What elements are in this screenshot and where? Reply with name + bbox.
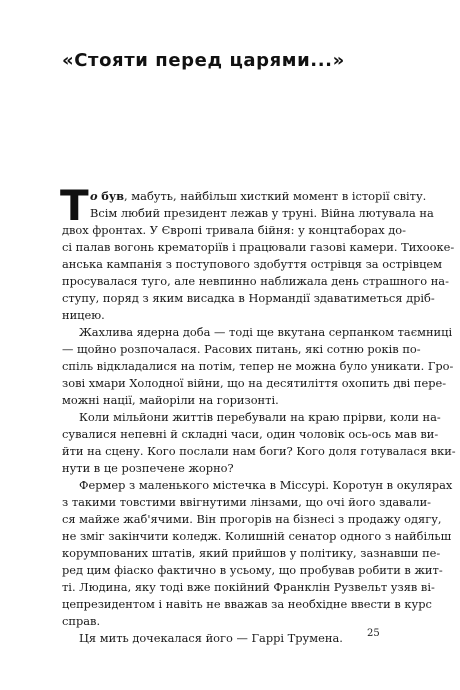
drop-cap: Т: [60, 181, 89, 230]
text-line: [62, 307, 376, 324]
text-line-content: ницею.: [62, 308, 105, 322]
text-line-content: справ.: [62, 614, 101, 628]
chapter-title: «Стояти перед царями...»: [62, 50, 345, 71]
text-line-content: — щойно розпочалася. Расових питань, які сотню років по-: [62, 342, 421, 356]
page-number: 25: [367, 628, 380, 639]
text-line: [62, 392, 376, 409]
text-line-content: , мабуть, найбільш хисткий момент в історії світу.: [124, 189, 427, 203]
text-line: [62, 205, 434, 222]
text-line: [62, 324, 453, 341]
text-line-content: ступу, поряд з яким висадка в Нормандії здаватиметься дріб-: [62, 291, 435, 305]
text-line: [62, 494, 432, 511]
text-line-content: анська кампанія з поступового здобуття острівця за острівцем: [62, 257, 443, 271]
text-line-content: двох фронтах. У Європі тривала бійня: у концтаборах до-: [62, 223, 406, 237]
lead-word-rest: був: [101, 189, 125, 203]
text-line-content: Ця мить дочекалася його — Гаррі Трумена.: [79, 631, 343, 645]
text-line: [62, 596, 432, 613]
text-line: [62, 222, 406, 239]
text-line-content: Фермер з маленького містечка в Міссурі. Коротун в окулярах: [79, 478, 453, 492]
text-line-content: з такими товстими ввігнутими лінзами, що очі його здавали-: [62, 495, 432, 509]
text-line-content: Всім любий президент лежав у труні. Війна лютувала на: [90, 206, 434, 220]
text-line: [62, 511, 442, 528]
text-line: [62, 358, 454, 375]
text-line: [62, 477, 453, 494]
text-line-content: цепрезидентом і навіть не вважав за необхідне ввести в курс: [62, 597, 432, 611]
text-line: [62, 273, 449, 290]
text-line: [62, 545, 441, 562]
text-line: [62, 256, 443, 273]
text-line: [62, 341, 421, 358]
text-line: [62, 630, 376, 647]
text-line-content: корумпованих штатів, який прийшов у політику, зазнавши пе-: [62, 546, 441, 560]
chapter-body-text: [60, 181, 456, 647]
text-line: [62, 375, 447, 392]
text-line: [62, 188, 427, 205]
text-line-content: не зміг закінчити коледж. Колишній сенатор одного з найбільш: [62, 529, 452, 543]
text-line-content: Коли мільйони життів перебували на краю прірви, коли на-: [79, 410, 441, 424]
text-line-content: ред цим фіаско фактично в усьому, що пробував робити в жит-: [62, 563, 443, 577]
text-line-content: сувалися непевні й складні часи, один чоловік ось-ось мав ви-: [62, 427, 439, 441]
text-line: [62, 239, 455, 256]
text-line: [62, 613, 376, 630]
text-line: [62, 426, 439, 443]
text-line-content: ті. Людина, яку тоді вже покійний Франклін Рузвельт узяв ві-: [62, 580, 435, 594]
text-line-content: сі палав вогонь крематоріїв і працювали газові камери. Тихооке-: [62, 240, 455, 254]
text-line: [62, 579, 435, 596]
text-line-content: йти на сцену. Кого послали нам боги? Кого доля готувалася вки-: [62, 444, 456, 458]
text-line: [62, 528, 452, 545]
text-line-content: нути в це розпечене жорно?: [62, 461, 234, 475]
text-line: [62, 562, 443, 579]
text-line-content: зові хмари Холодної війни, що на десятиліття охопить дві пере-: [62, 376, 447, 390]
text-line: [62, 460, 376, 477]
text-line-content: Жахлива ядерна доба — тоді ще вкутана серпанком таємниці: [79, 325, 453, 339]
text-line: [62, 443, 456, 460]
text-line-content: можні нації, майоріли на горизонті.: [62, 393, 279, 407]
lead-word: о: [90, 189, 98, 203]
text-line-content: просувалася туго, але невпинно наближала день страшного на-: [62, 274, 449, 288]
text-line: [62, 290, 435, 307]
text-line-content: спіль відкладалися на потім, тепер не можна було уникати. Гро-: [62, 359, 454, 373]
text-line: [62, 409, 441, 426]
text-line-content: ся майже жаб'ячими. Він прогорів на бізнесі з продажу одягу,: [62, 512, 442, 526]
